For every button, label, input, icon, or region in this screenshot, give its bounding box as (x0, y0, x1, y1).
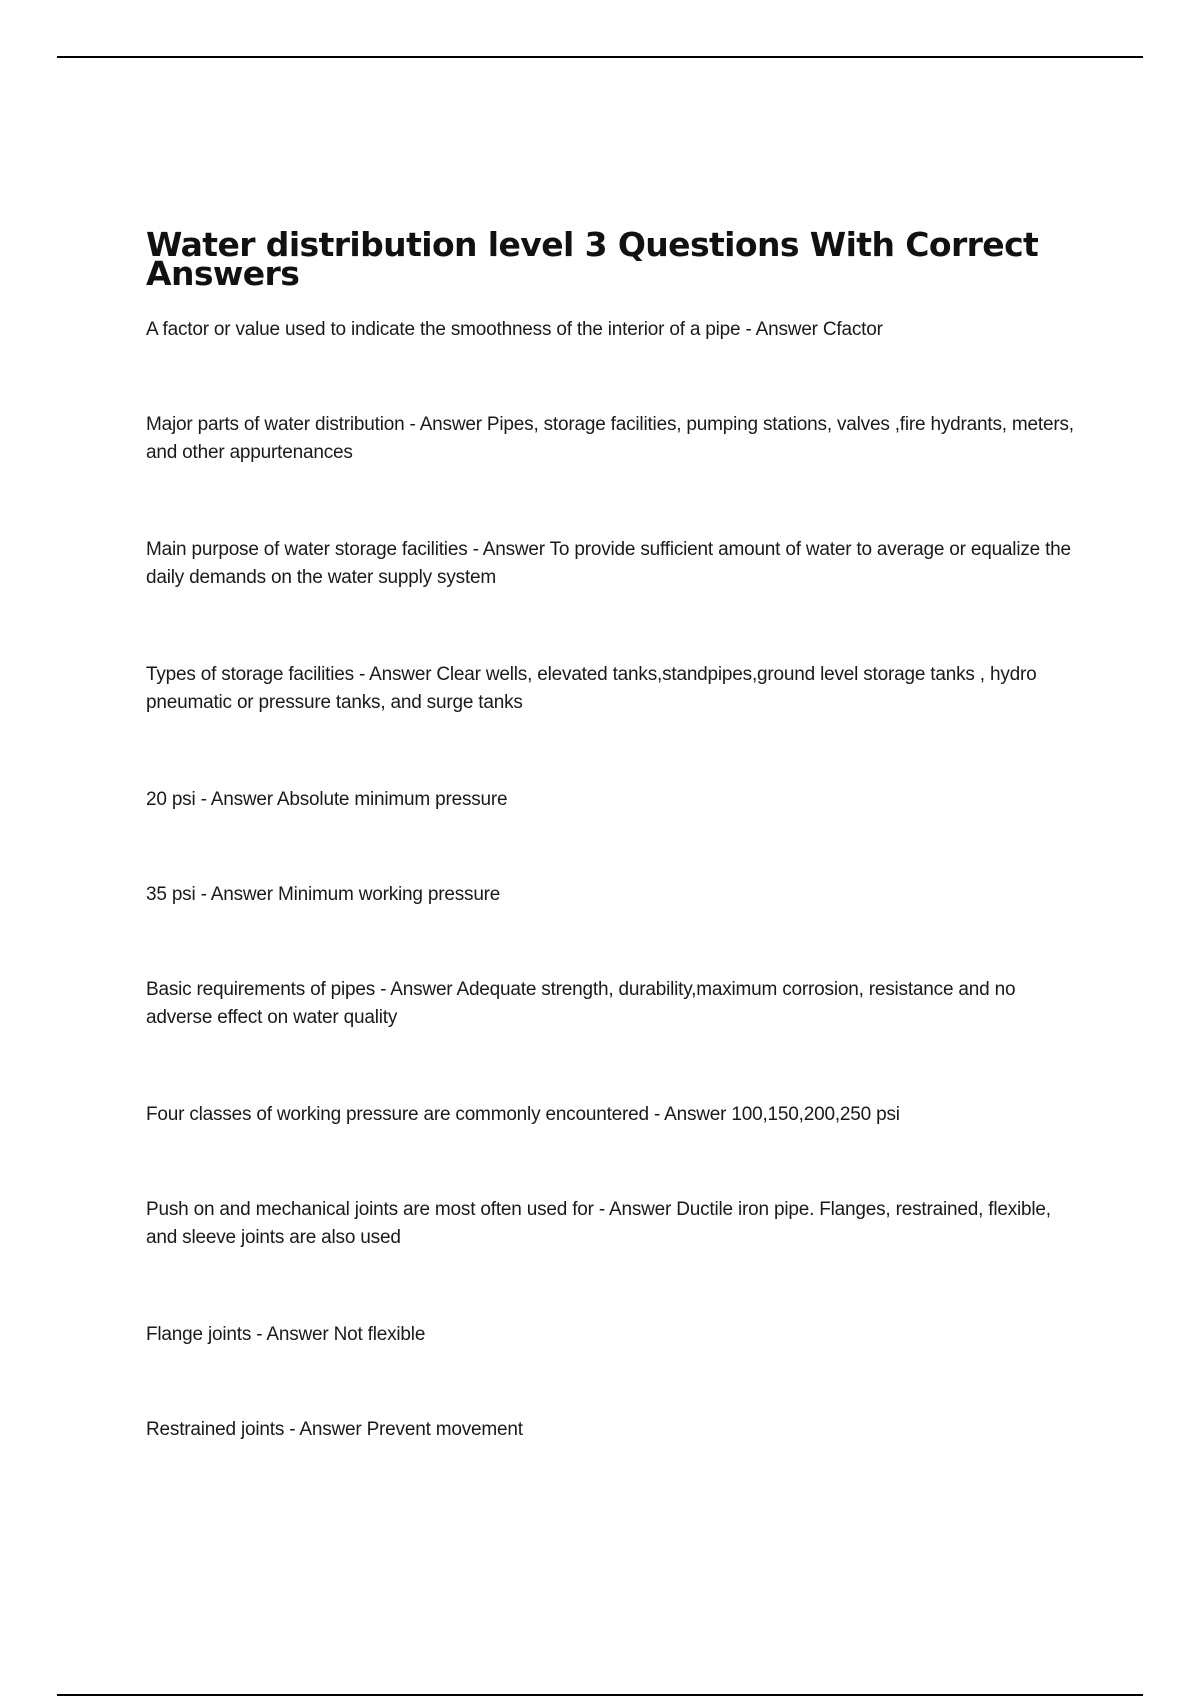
qa-item: 20 psi - Answer Absolute minimum pressure (146, 789, 508, 810)
qa-item: Basic requirements of pipes - Answer Adequate strength, durability,maximum corrosion, resistance and no adverse effect on water quality (146, 979, 1016, 1028)
document-body (146, 225, 1086, 1511)
bottom-divider (57, 1694, 1143, 1696)
qa-list (146, 316, 1086, 1511)
qa-item: Main purpose of water storage facilities - Answer To provide sufficient amount of water to average or equalize the daily demands on the water supply system (146, 539, 1071, 588)
qa-item: 35 psi - Answer Minimum working pressure (146, 884, 501, 905)
document-title: Water distribution level 3 Questions With Correct Answers (146, 225, 1039, 293)
top-divider (57, 56, 1143, 58)
qa-item: Restrained joints - Answer Prevent movement (146, 1419, 523, 1440)
qa-item: Flange joints - Answer Not flexible (146, 1324, 426, 1345)
qa-item: Types of storage facilities - Answer Clear wells, elevated tanks,standpipes,ground level storage tanks , hydro pneumatic or pressure tanks, and surge tanks (146, 664, 1037, 713)
qa-item: Push on and mechanical joints are most often used for - Answer Ductile iron pipe. Flanges, restrained, flexible, and sleeve joints are also used (146, 1199, 1051, 1248)
qa-item: Four classes of working pressure are commonly encountered - Answer 100,150,200,250 psi (146, 1104, 900, 1125)
qa-item: A factor or value used to indicate the smoothness of the interior of a pipe - Answer Cfactor (146, 319, 883, 340)
qa-item: Major parts of water distribution - Answer Pipes, storage facilities, pumping stations, valves ,fire hydrants, meters, and other appurtenances (146, 414, 1074, 463)
